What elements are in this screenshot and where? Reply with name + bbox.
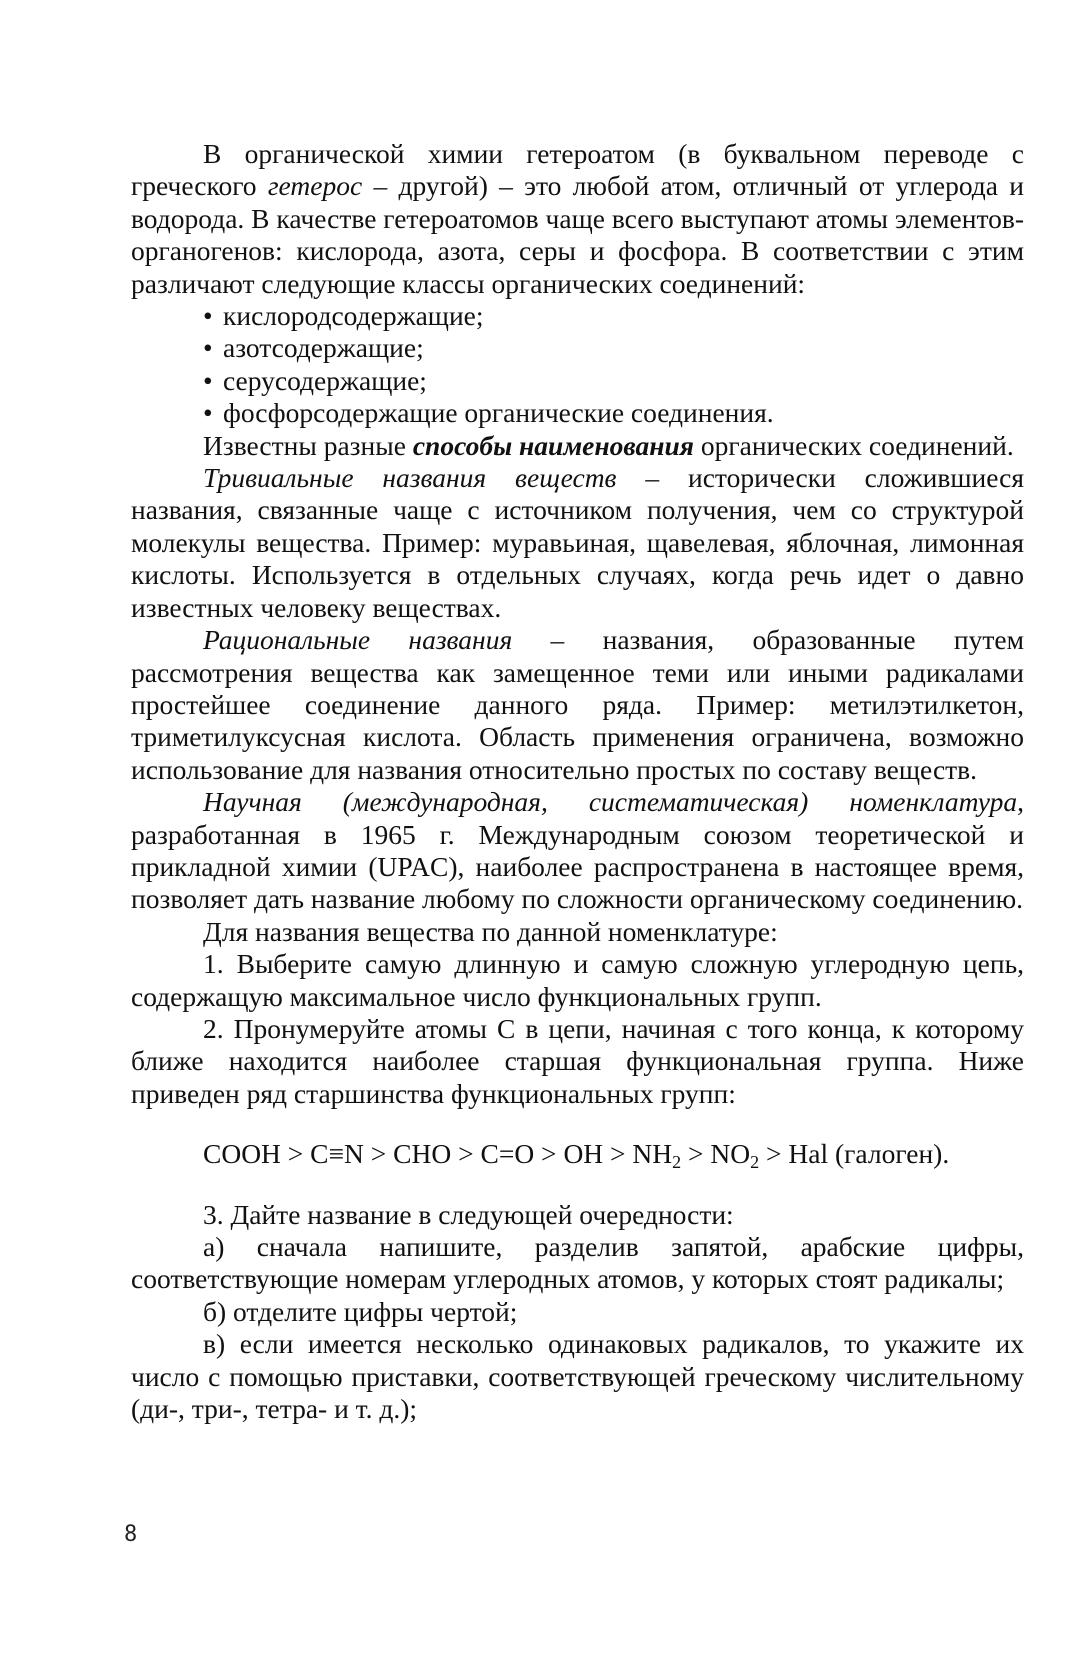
page-body xyxy=(131,138,1024,1425)
bullet-icon: • xyxy=(203,300,213,332)
list-item: • кислородсодержащие; xyxy=(203,300,484,332)
rational-names-paragraph: Рациональные названия – названия, образованные путем рассмотрения вещества как замещенное теми или иными радикалами простейшее соединение данного ряда. Пример: метилэтилкетон, триметилуксусная кислота. Область применения ограничена, возможно использование для названия относительно простых по составу веществ. xyxy=(131,624,1024,785)
page-number: 8 xyxy=(124,1522,138,1547)
term-naming-methods: способы наименования xyxy=(412,429,694,461)
functional-group-seniority-formula: COOH > C≡N > CHO > C=O > OH > $NH_2 > NO_2$ > Hal (галоген). xyxy=(203,1138,950,1173)
step-3c: в) если имеется несколько одинаковых радикалов, то укажите их число с помощью приставки, соответствующей греческому числительному (ди-, три-, тетра- и т. д.); xyxy=(131,1328,1024,1425)
bullet-icon: • xyxy=(203,397,213,429)
naming-methods-paragraph: Известны разные способы наименования органических соединений. xyxy=(203,429,1014,461)
trivial-names-paragraph: Тривиальные названия веществ – исторически сложившиеся названия, связанные чаще с источником получения, чем со структурой молекулы вещества. Пример: муравьиная, щавелевая, яблочная, лимонная кислоты. Используется в отдельных случаях, когда речь идет о давно известных человеку веществах. xyxy=(131,462,1024,623)
term-scientific-nomenclature: Научная (международная, систематическая) номенклатура xyxy=(203,786,1018,818)
scientific-nomenclature-paragraph: Научная (международная, систематическая) номенклатура, разработанная в 1965 г. Международным союзом теоретической и прикладной химии (UPAC), наиболее распространена в настоящее время, позволяет дать название любому по сложности органическому соединению. xyxy=(131,786,1024,915)
list-item: • фосфорсодержащие органические соединения. xyxy=(203,397,774,429)
term-rational-names: Рациональные названия xyxy=(203,624,513,656)
bullet-icon: • xyxy=(203,364,213,396)
step-1: 1. Выберите самую длинную и самую сложную углеродную цепь, содержащую максимальное число функциональных групп. xyxy=(131,948,1024,1012)
intro-paragraph: В органической химии гетероатом (в буквальном переводе с греческого гетерос – другой) – это любой атом, отличный от углерода и водорода. В качестве гетероатомов чаще всего выступают атомы элементов-органогенов: кислорода, азота, серы и фосфора. В соответствии с этим различают следующие классы органических соединений: xyxy=(131,138,1024,299)
steps-lead: Для названия вещества по данной номенклатуре: xyxy=(203,915,778,947)
list-item: • азотсодержащие; xyxy=(203,332,424,364)
term-trivial-names: Тривиальные названия веществ xyxy=(203,462,617,494)
step-2: 2. Пронумеруйте атомы С в цепи, начиная с того конца, к которому ближе находится наиболее старшая функциональная группа. Ниже приведен ряд старшинства функциональных групп: xyxy=(131,1012,1024,1109)
compound-classes-list xyxy=(131,300,1024,430)
bullet-icon: • xyxy=(203,332,213,364)
term-heteros: гетерос xyxy=(267,170,363,202)
list-item: • серусодержащие; xyxy=(203,364,427,396)
step-3b: б) отделите цифры чертой; xyxy=(203,1295,518,1327)
step-3a: а) сначала напишите, разделив запятой, арабские цифры, соответствующие номерам углеродных атомов, у которых стоят радикалы; xyxy=(131,1231,1024,1295)
step-3: 3. Дайте название в следующей очередности: xyxy=(203,1198,734,1230)
